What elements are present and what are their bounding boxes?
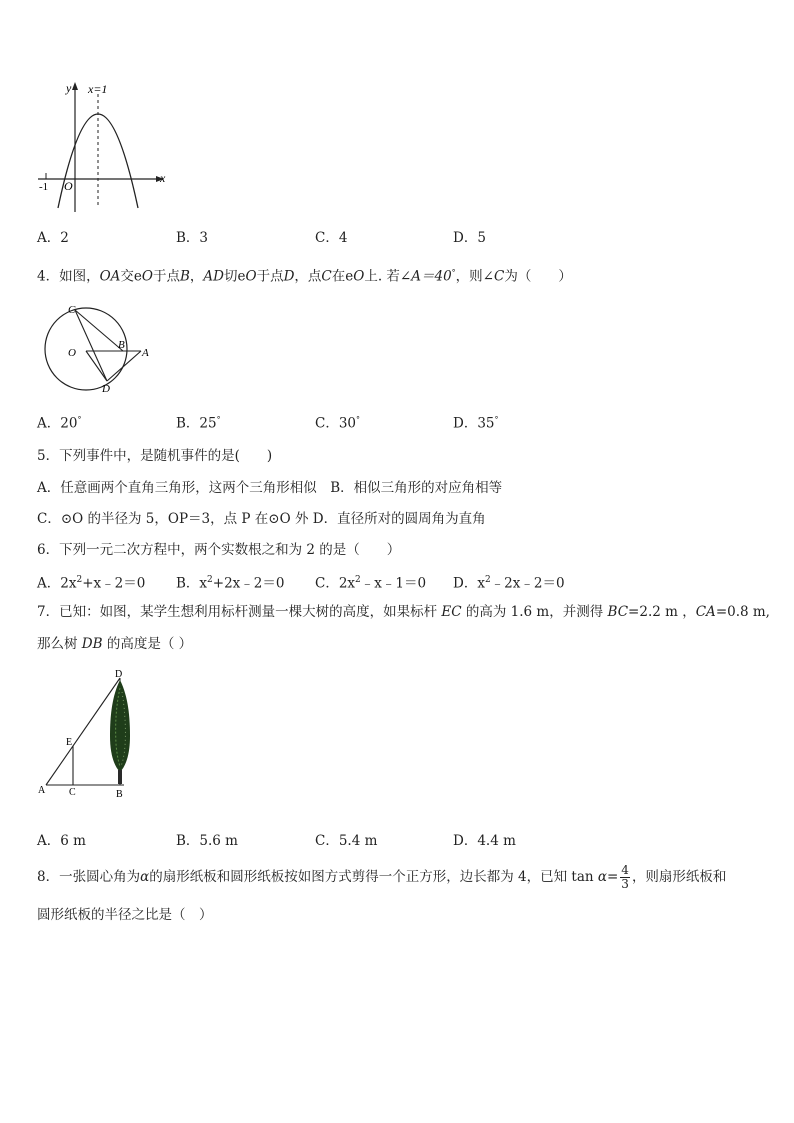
q7-tree-figure	[36, 666, 146, 800]
q4-option-d[interactable]: D．35°	[453, 415, 499, 432]
x-axis-label: x	[160, 171, 166, 185]
q8-stem-line2: 圆形纸板的半径之比是（ ）	[37, 907, 213, 923]
point-b-label: B	[118, 339, 125, 351]
sight-line	[46, 678, 120, 785]
q6-option-d[interactable]: D．$x^2﹣2x﹣2=0$	[453, 575, 565, 592]
q7-stem-line1: 7．已知：如图，某学生想利用标杆测量一棵大树的高度，如果标杆 EC 的高为 1.6 m，并测得 BC=2.2 m ，CA=0.8 m,	[37, 604, 770, 620]
circle-o	[45, 308, 127, 390]
origin-label: O	[64, 179, 73, 193]
q7-option-a[interactable]: A．6 m	[37, 833, 86, 849]
q7-option-b[interactable]: B．5.6 m	[176, 833, 238, 849]
q3-parabola-figure	[30, 78, 180, 218]
q8-stem-line1: 8．一张圆心角为α的扇形纸板和圆形纸板按如图方式剪得一个正方形，边长都为 4，已知 tan α= $\frac{4}{3}$ ，则扇形纸板和	[37, 863, 727, 891]
q4-option-c[interactable]: C．30°	[315, 415, 361, 432]
q6-option-b[interactable]: B．$x^2+2x﹣2=0$	[176, 575, 285, 592]
q3-option-c[interactable]: C．4	[315, 230, 348, 246]
q3-option-d[interactable]: D．5	[453, 230, 486, 246]
point-c-label: C	[68, 304, 76, 316]
point-a-label: A	[38, 785, 46, 796]
q4-circle-figure	[38, 302, 158, 394]
point-d-label: D	[102, 383, 110, 394]
point-c-label: C	[69, 787, 76, 798]
q7-option-c[interactable]: C．5.4 m	[315, 833, 378, 849]
tan-fraction: $\frac{4}{3}$	[621, 863, 629, 891]
q5-stem: 5．下列事件中，是随机事件的是( )	[37, 448, 273, 464]
q6-option-c[interactable]: C．$2x^2﹣x﹣1=0$	[315, 575, 427, 592]
q6-stem: 6．下列一元二次方程中，两个实数根之和为 2 的是（ ）	[37, 542, 401, 558]
q4-option-b[interactable]: B．25°	[176, 415, 221, 432]
q6-option-a[interactable]: A．$2x^2+x﹣2=0$	[37, 575, 146, 592]
y-axis-label: y	[66, 81, 72, 95]
point-d-label: D	[115, 669, 123, 680]
point-b-label: B	[116, 789, 123, 800]
q3-option-b[interactable]: B．3	[176, 230, 209, 246]
q4-stem: 4．如图，OA交eO于点B，AD切eO于点D，点C在eO上. 若∠A＝40°，则∠C为（ ）	[37, 268, 572, 285]
q5-options-cd[interactable]: C．⊙O 的半径为 5，OP＝3，点 P 在⊙O 外 D．直径所对的圆周角为直角	[37, 511, 486, 527]
q7-stem-line2: 那么树 DB 的高度是（ ）	[37, 636, 193, 652]
neg-one-label: -1	[39, 181, 49, 193]
point-e-label: E	[66, 737, 73, 748]
point-o-label: O	[68, 347, 76, 359]
q3-option-a[interactable]: A．2	[37, 230, 69, 246]
q5-options-ab[interactable]: A．任意画两个直角三角形，这两个三角形相似 B．相似三角形的对应角相等	[37, 480, 503, 496]
q4-option-a[interactable]: A．20°	[37, 415, 82, 432]
x-equals-one-label: x=1	[88, 82, 108, 96]
tree-icon	[110, 680, 130, 784]
point-a-label: A	[142, 347, 149, 359]
q7-option-d[interactable]: D．4.4 m	[453, 833, 516, 849]
